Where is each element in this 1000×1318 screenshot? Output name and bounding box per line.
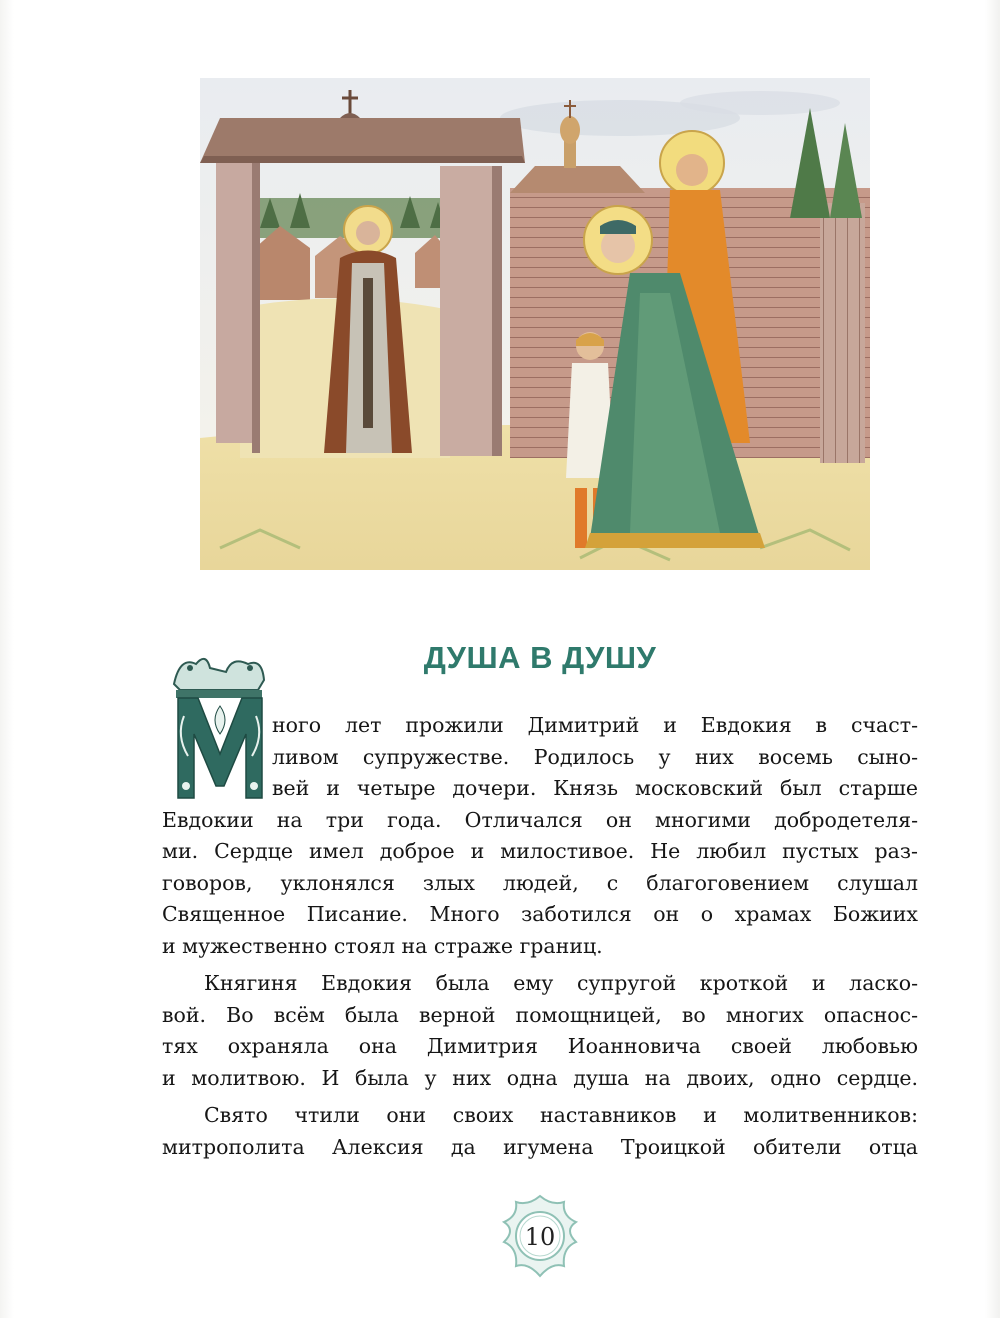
text-line: митрополита Алексия да игумена Троицкой обители отца — [162, 1134, 918, 1159]
text-line: тях охраняла она Димитрия Иоанновича своей любовью — [162, 1034, 918, 1058]
text-line: ливом супружестве. Родилось у них восемь сыно- — [272, 744, 918, 769]
text-line: вей и четыре дочери. Князь московский был старше — [272, 776, 918, 800]
text-line: Свято чтили они своих наставников и молитвенников: — [204, 1103, 918, 1127]
text-line: ного лет прожили Димитрий и Евдокия в счаст- — [272, 713, 918, 737]
text-line: и молитвою. И была у них одна душа на двоих, одно сердце. — [162, 1065, 918, 1090]
body-text — [162, 710, 918, 1163]
text-line: Священное Писание. Много заботился он о храмах Божиих — [162, 902, 918, 926]
chapter-title: ДУША В ДУШУ — [423, 640, 657, 675]
illustration-svg — [200, 78, 870, 570]
text-line: Евдокии на три года. Отличался он многими добродетеля- — [162, 807, 918, 832]
page-number: 10 — [524, 1223, 556, 1251]
illustration-monastery-gate — [200, 78, 870, 570]
text-line: и мужественно стоял на страже границ. — [162, 933, 603, 958]
text-line: вой. Во всём была верной помощницей, во многих опаснос- — [162, 1002, 918, 1027]
text-line: говоров, уклонялся злых людей, с благоговением слушал — [162, 870, 918, 895]
text-line: ми. Сердце имел доброе и милостивое. Не любил пустых раз- — [162, 839, 918, 863]
text-line: Княгиня Евдокия была ему супругой кроткой и ласко- — [204, 971, 918, 995]
